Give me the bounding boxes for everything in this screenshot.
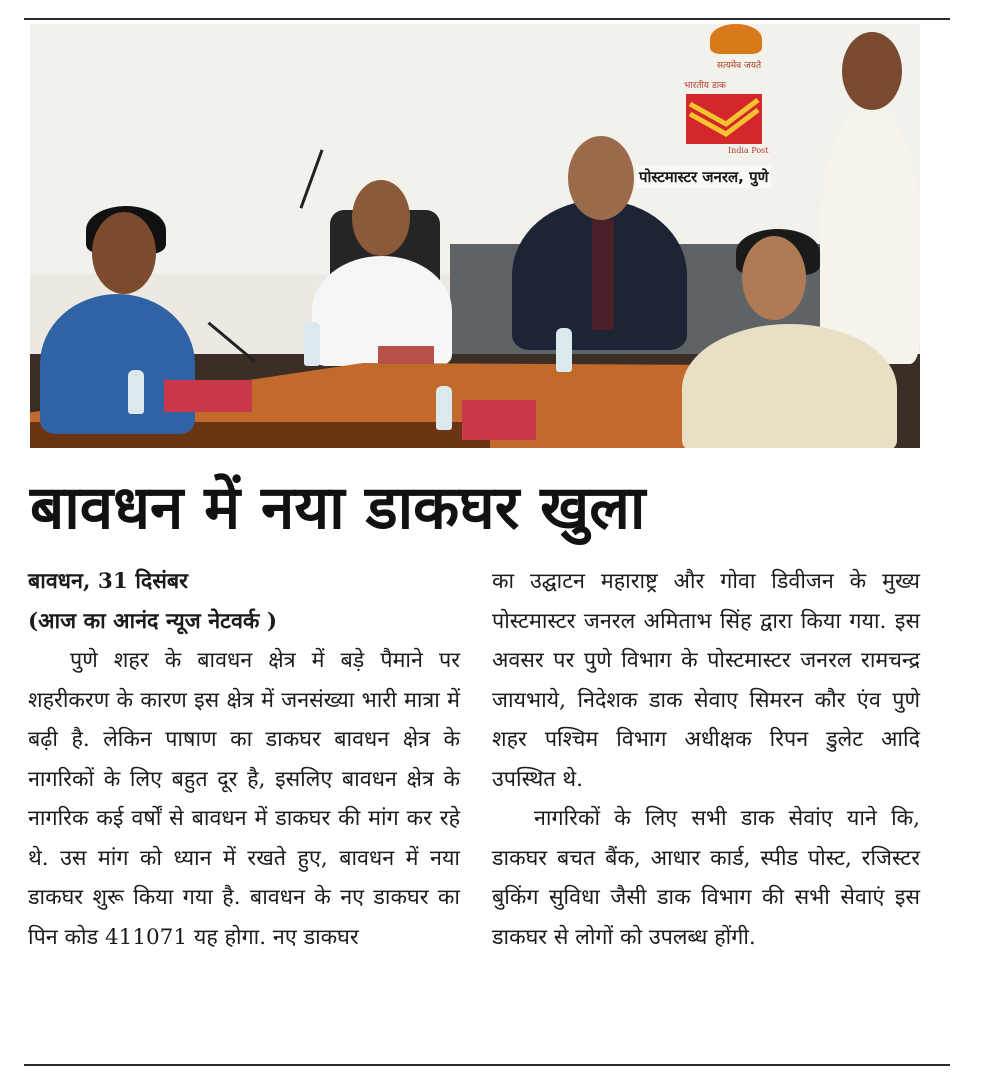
- person-saree: [682, 324, 897, 448]
- emblem-caption: सत्यमेव जयते: [716, 61, 762, 71]
- water-bottle: [436, 386, 452, 430]
- article-paragraph-2: नागरिकों के लिए सभी डाक सेवांए याने कि, डाकघर बचत बैंक, आधार कार्ड, स्पीड पोस्ट, रजिस्टर बुकिंग सुविधा जैसी डाक विभाग की सभी सेवाएं इस डाकघर से लोगों को उपलब्ध होंगी.: [492, 806, 920, 950]
- logo-hindi-text: भारतीय डाक: [684, 81, 726, 91]
- logo-english-text: India Post: [728, 146, 769, 155]
- tissue-box: [164, 380, 252, 412]
- person-standing: [820, 104, 920, 364]
- top-rule: [24, 18, 950, 20]
- tissue-box: [462, 400, 536, 440]
- dateline: बावधन, 31 दिसंबर: [28, 569, 188, 594]
- name-plate: [378, 346, 434, 364]
- person-standing-head: [842, 32, 902, 110]
- article-column-left: [28, 562, 460, 957]
- india-post-logo-icon: [686, 94, 762, 144]
- person-dark-suit-tie: [592, 220, 614, 330]
- person-saree-head: [742, 236, 806, 320]
- person-white-shirt-head: [352, 180, 410, 256]
- headline: बावधन में नया डाकघर खुला: [30, 473, 646, 543]
- agency-credit: (आज का आनंद न्यूज नेटवर्क ): [28, 608, 278, 634]
- national-emblem-icon: [710, 24, 762, 54]
- person-blue-kurta-head: [92, 212, 156, 294]
- india-post-logo: [680, 78, 798, 160]
- article-column-right: [492, 562, 920, 957]
- water-bottle: [556, 328, 572, 372]
- postmaster-general-label: पोस्टमास्टर जनरल, पुणे: [636, 166, 771, 188]
- article-paragraph-1: पुणे शहर के बावधन क्षेत्र में बड़े पैमाने पर शहरीकरण के कारण इस क्षेत्र में जनसंख्या भारी मात्रा में बढ़ी है. लेकिन पाषाण का डाकघर बावधन क्षेत्र के नागरिकों के लिए बहुत दूर है, इसलिए बावधन क्षेत्र के नागरिक कई वर्षों से बावधन में डाकघर की मांग कर रहे थे. उस मांग को ध्यान में रखते हुए, बावधन में नया डाकघर शुरू किया गया है. बावधन के नए डाकघर का पिन कोड 411071 यह होगा. नए डाकघर: [28, 648, 460, 950]
- water-bottle: [304, 322, 320, 366]
- water-bottle: [128, 370, 144, 414]
- bottom-rule: [24, 1064, 950, 1066]
- article-paragraph-1-continued: का उद्घाटन महाराष्ट्र और गोवा डिवीजन के मुख्य पोस्टमास्टर जनरल अमिताभ सिंह द्वारा किया गया. इस अवसर पर पुणे विभाग के पोस्टमास्टर जनरल रामचन्द्र जायभाये, निदेशक डाक सेवाए सिमरन कौर एंव पुणे शहर पश्चिम विभाग अधीक्षक रिपन डुलेट आदि उपस्थित थे.: [492, 569, 920, 792]
- news-photo: [30, 24, 920, 448]
- person-dark-suit-head: [568, 136, 634, 220]
- person-blue-kurta: [40, 294, 195, 434]
- india-post-swoosh-icon: [686, 94, 762, 144]
